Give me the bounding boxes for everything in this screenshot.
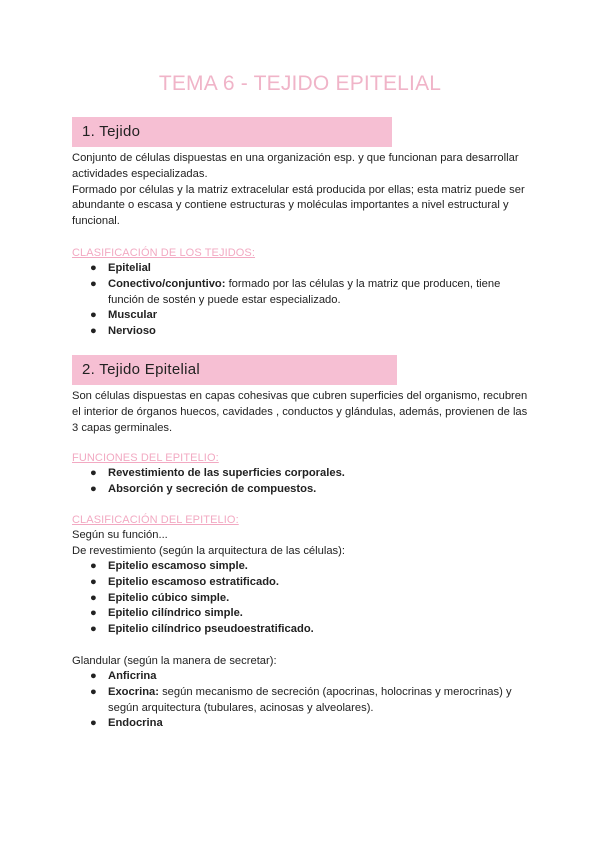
item-description: formado por las células y la matriz que producen, tiene función de sostén y puede estar especializado. [108,277,501,306]
list-item [72,669,532,685]
tejido-matrix-description: Formado por células y la matriz extracelular está producida por ellas; esta matriz puede ser abundante o escasa y contiene estructuras y moléculas importantes a nivel estructural y funcional. [72,183,525,228]
bullet-icon: ● [90,309,97,322]
glandular-intro-text: Glandular (según la manera de secretar): [72,655,277,667]
list-item [72,466,532,482]
item-term: Epitelio cúbico simple. [108,591,230,604]
glandular-intro [72,654,532,670]
list-item [72,261,532,277]
list-item [72,324,532,340]
section1-text [72,151,532,230]
section2-text [72,389,532,436]
bullet-icon: ● [90,467,97,479]
classification-intro [72,528,532,560]
item-term: Revestimiento de las superficies corporales. [108,467,345,479]
bullet-icon: ● [90,670,97,682]
epithelium-functions-label: FUNCIONES DEL EPITELIO: [72,452,219,464]
item-term: Muscular [108,309,158,322]
item-term: Exocrina: [108,685,159,698]
bullet-icon: ● [90,482,97,495]
bullet-icon: ● [90,575,97,588]
item-term: Conectivo/conjuntivo: [108,277,226,290]
tejido-definition: Conjunto de células dispuestas en una organización esp. y que funcionan para desarrollar actividades especializadas. [72,152,519,180]
item-term: Epitelio cilíndrico pseudoestratificado. [108,623,314,636]
list-item [72,308,532,324]
list-item [72,716,532,732]
item-term: Nervioso [108,325,156,338]
list-item [72,482,532,498]
item-term: Epitelio escamoso simple. [108,560,248,572]
list-item [72,685,532,717]
item-term: Epitelio escamoso estratificado. [108,575,279,588]
list-item [72,575,532,591]
bullet-icon: ● [90,325,97,338]
section-heading-tejido-epitelial: 2. Tejido Epitelial [72,355,397,385]
tissue-classification-list [72,261,532,340]
bullet-icon: ● [90,277,97,290]
item-term: Absorción y secreción de compuestos. [108,482,317,495]
epithelium-classification-label: CLASIFICACIÓN DEL EPITELIO: [72,514,239,526]
lining-intro-text: De revestimiento (según la arquitectura de las células): [72,544,345,557]
bullet-icon: ● [90,560,97,572]
tissue-classification-label: CLASIFICACIÓN DE LOS TEJIDOS: [72,247,256,259]
item-term: Epitelial [108,262,151,274]
list-item [72,277,532,309]
item-description: según mecanismo de secreción (apocrinas, holocrinas y merocrinas) y según arquitectura (tubulares, acinosas y alveolares). [108,685,512,714]
by-function-text: Según su función... [72,529,168,541]
epithelium-definition: Son células dispuestas en capas cohesivas que cubren superficies del organismo, recubren el interior de órganos huecos, cavidades , conductos y glándulas, además, provienen de las 3 capas germinales. [72,390,528,434]
list-item [72,591,532,607]
list-item [72,606,532,622]
bullet-icon: ● [90,717,97,730]
bullet-icon: ● [90,607,97,620]
bullet-icon: ● [90,591,97,604]
list-item [72,622,532,638]
lining-epithelium-list [72,559,532,638]
bullet-icon: ● [90,262,97,274]
section-heading-tejido: 1. Tejido [72,117,392,147]
list-item [72,559,532,575]
bullet-icon: ● [90,685,97,698]
item-term: Epitelio cilíndrico simple. [108,607,243,620]
glandular-epithelium-list [72,669,532,732]
page-title: TEMA 6 - TEJIDO EPITELIAL [158,72,442,95]
item-term: Anficrina [108,670,157,682]
epithelium-functions-list [72,466,532,498]
item-term: Endocrina [108,717,163,730]
bullet-icon: ● [90,623,97,636]
